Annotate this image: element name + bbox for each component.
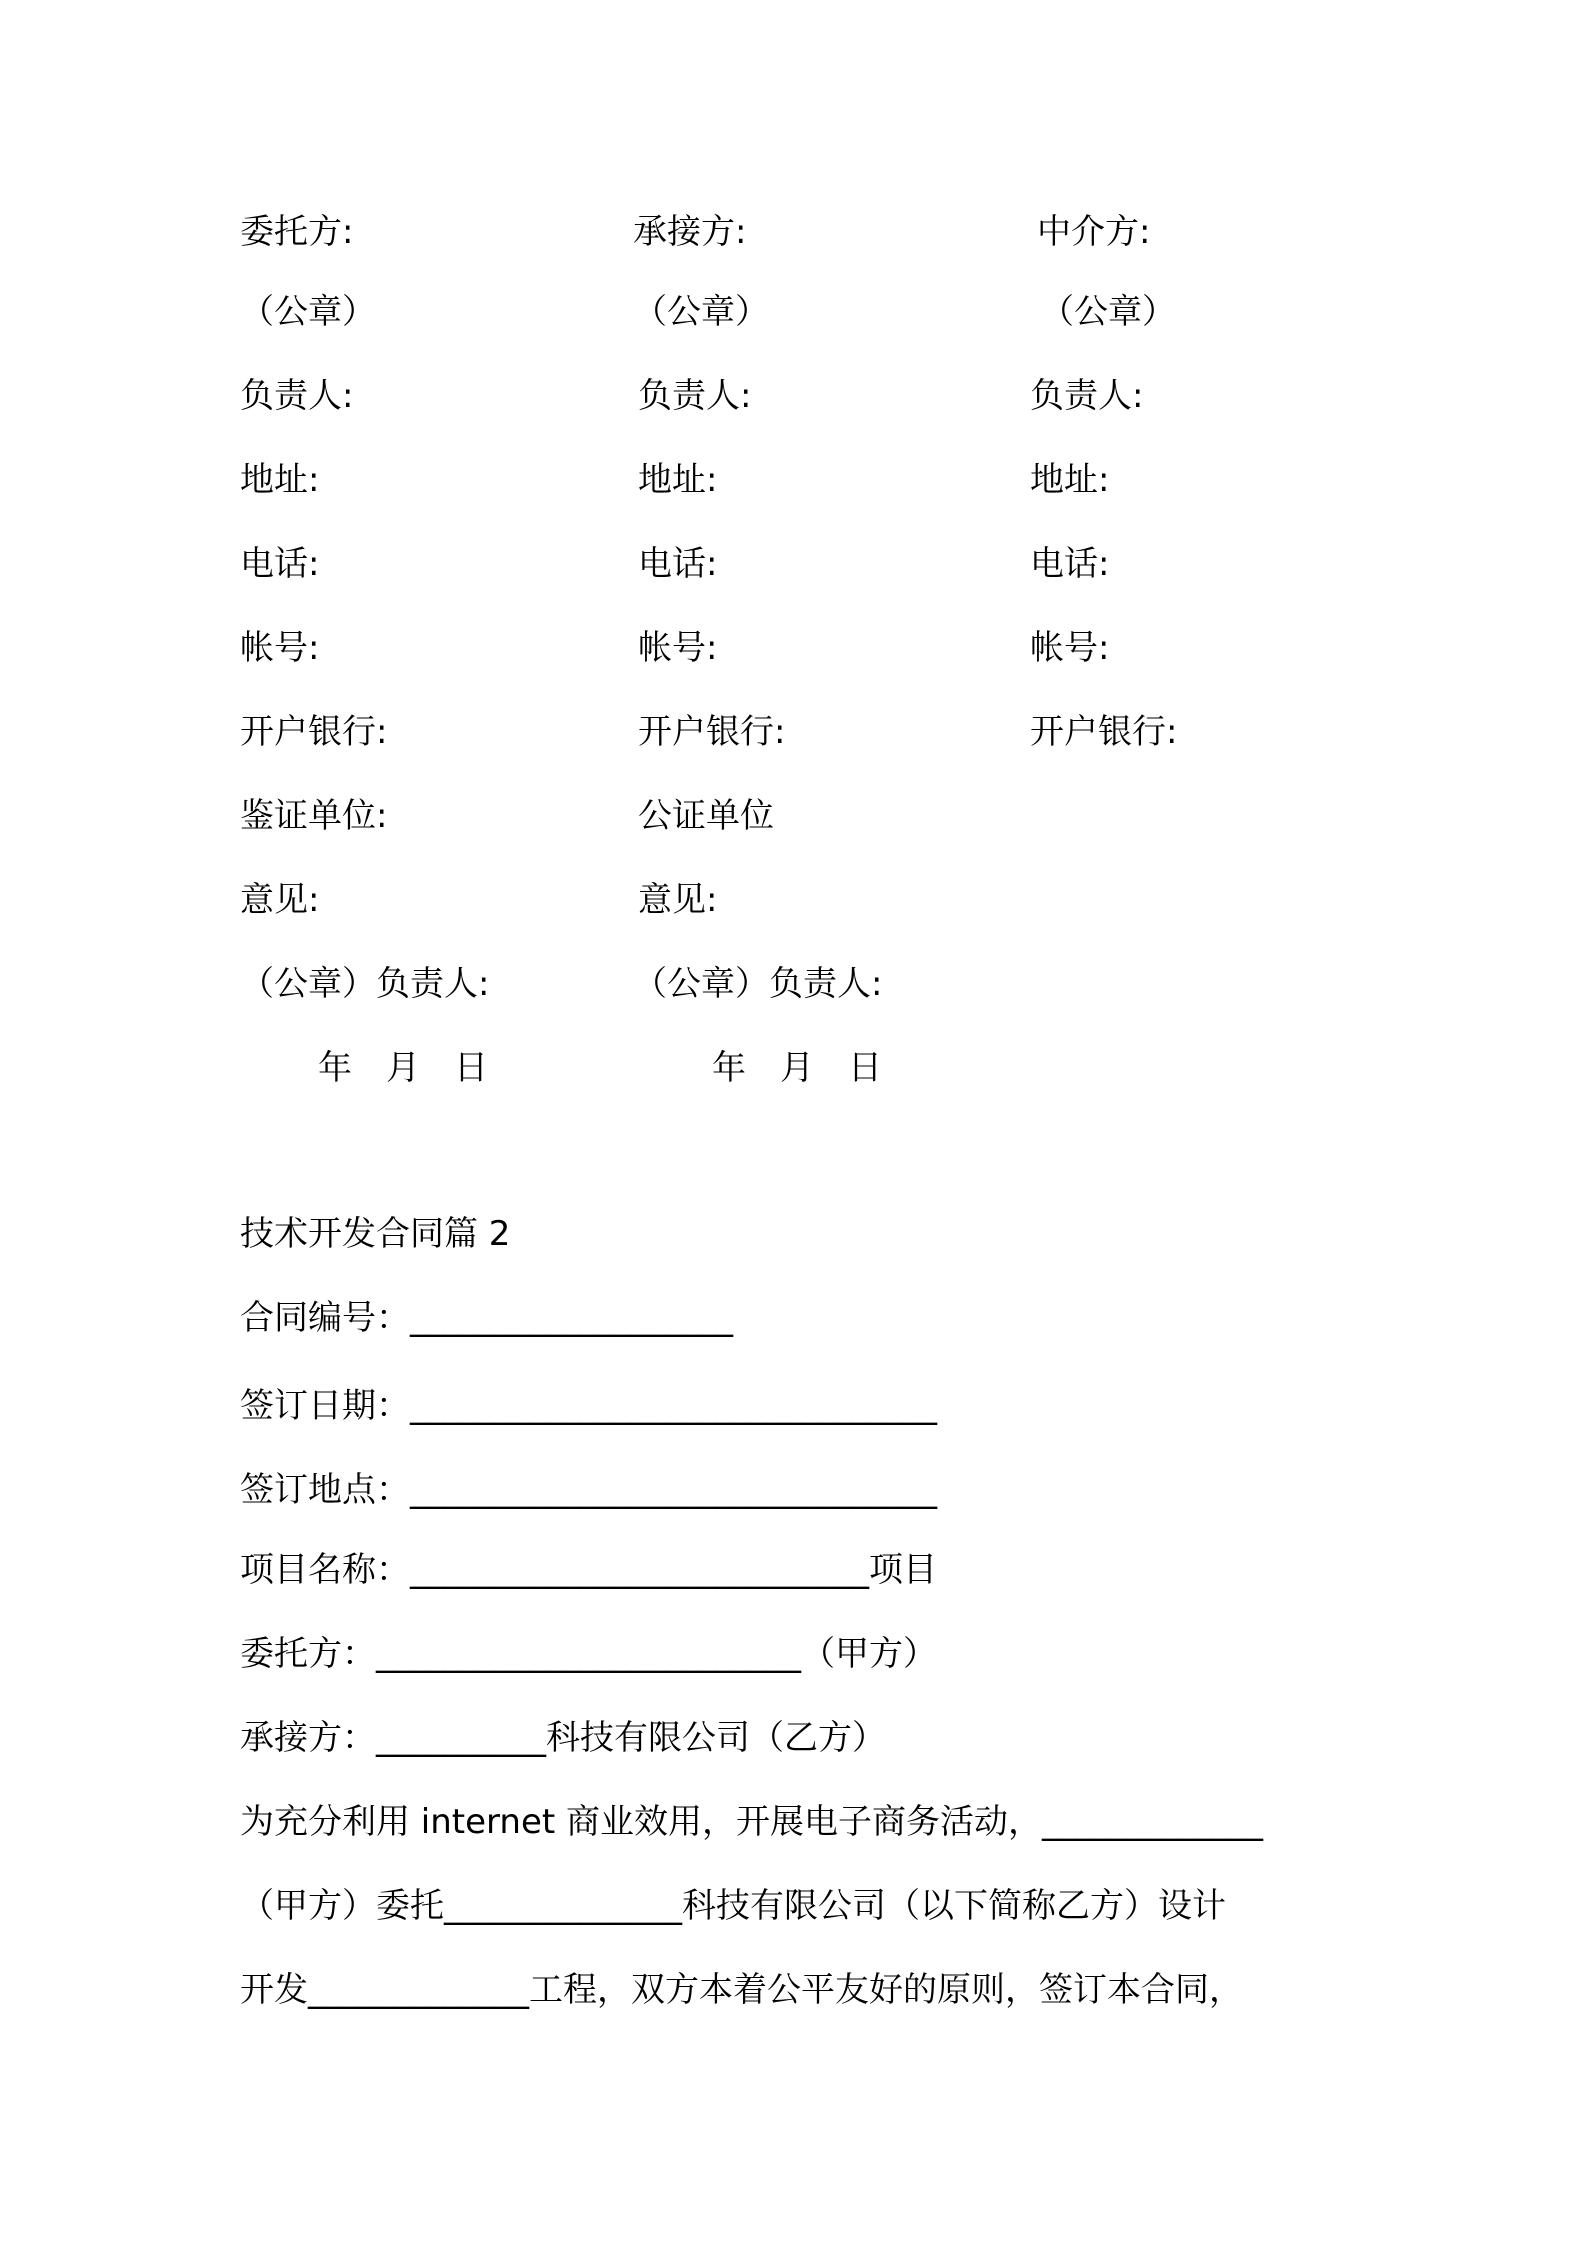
party-c-bank: 开户银行: — [1030, 712, 1178, 752]
verification-opinion: 意见: — [240, 880, 320, 920]
party-c-seal: （公章） — [1040, 292, 1176, 332]
party-a-bank: 开户银行: — [240, 712, 388, 752]
party-a-manager: 负责人: — [240, 376, 354, 416]
client-line: 委托方：_________________________（甲方） — [240, 1634, 937, 1674]
notarization-opinion: 意见: — [638, 880, 718, 920]
party-b-account: 帐号: — [638, 628, 718, 668]
party-a-title: 委托方: — [240, 212, 354, 252]
party-c-phone: 电话: — [1030, 544, 1110, 584]
party-b-seal: （公章） — [633, 292, 769, 332]
body-paragraph-line-1: 为充分利用 internet 商业效用，开展电子商务活动，_____________ — [240, 1802, 1264, 1842]
party-c-address: 地址: — [1030, 460, 1110, 500]
party-b-title: 承接方: — [633, 212, 747, 252]
party-b-manager: 负责人: — [638, 376, 752, 416]
project-name-line: 项目名称：___________________________项目 — [240, 1550, 937, 1590]
contract-heading: 技术开发合同篇 2 — [240, 1214, 511, 1254]
contract-number-line: 合同编号：___________________ — [240, 1298, 733, 1338]
notarization-date: 年 月 日 — [712, 1048, 882, 1088]
notarization-seal-manager: （公章）负责人: — [633, 964, 883, 1004]
party-b-address: 地址: — [638, 460, 718, 500]
party-a-address: 地址: — [240, 460, 320, 500]
party-c-manager: 负责人: — [1030, 376, 1144, 416]
sign-date-line: 签订日期：_______________________________ — [240, 1386, 937, 1426]
verification-seal-manager: （公章）负责人: — [240, 964, 490, 1004]
body-paragraph-line-3: 开发_____________工程，双方本着公平友好的原则，签订本合同， — [240, 1970, 1243, 2010]
party-c-title: 中介方: — [1037, 212, 1151, 252]
party-b-phone: 电话: — [638, 544, 718, 584]
party-b-bank: 开户银行: — [638, 712, 786, 752]
body-paragraph-line-2: （甲方）委托______________科技有限公司（以下简称乙方）设计 — [240, 1886, 1226, 1926]
verification-date: 年 月 日 — [318, 1048, 488, 1088]
contractor-line: 承接方：__________科技有限公司（乙方） — [240, 1718, 886, 1758]
party-a-phone: 电话: — [240, 544, 320, 584]
sign-place-line: 签订地点：_______________________________ — [240, 1470, 937, 1510]
notarization-unit: 公证单位 — [638, 796, 774, 836]
party-a-seal: （公章） — [240, 292, 376, 332]
party-c-account: 帐号: — [1030, 628, 1110, 668]
verification-unit: 鉴证单位: — [240, 796, 388, 836]
party-a-account: 帐号: — [240, 628, 320, 668]
